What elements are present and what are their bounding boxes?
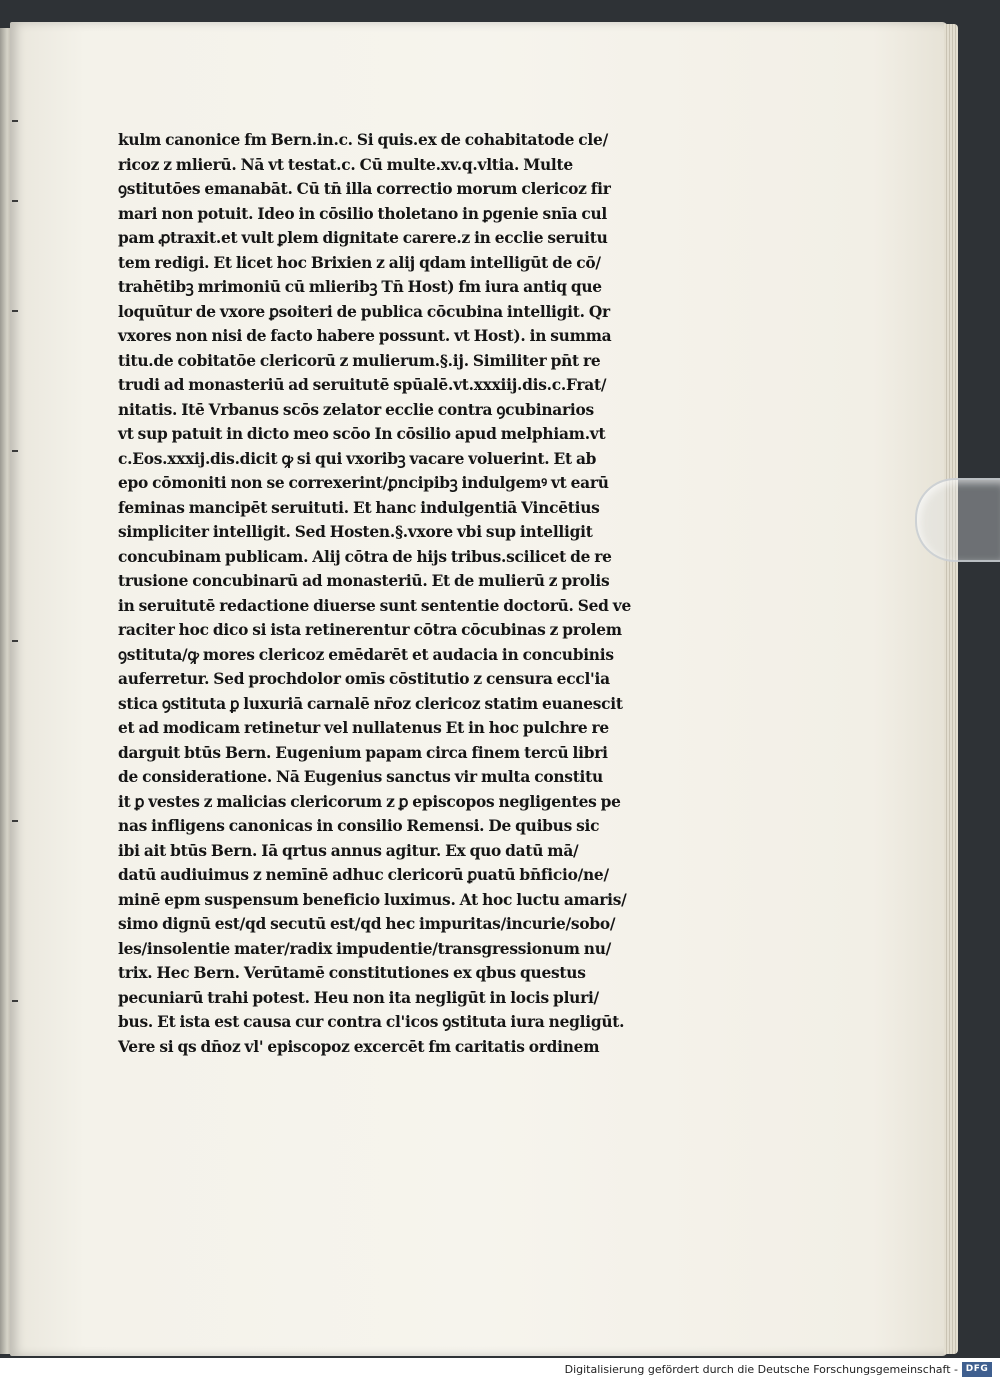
text-line: tem redigi. Et licet hoc Brixien z alij qdam intelligūt de cō/ (118, 253, 601, 272)
text-line: simo dignū est/qd secutū est/qd hec impuritas/incurie/sobo/ (118, 915, 616, 933)
text-line: darguit btūs Bern. Eugenium papam circa finem tercū libri (118, 743, 608, 762)
text-line: pam ꝓtraxit.et vult ꝑlem dignitate carere.z in ecclie seruitu (118, 229, 608, 247)
footer-bar (0, 1358, 1000, 1383)
text-line: minē epm suspensum beneficio luximus. At hoc luctu amaris/ (118, 890, 627, 909)
text-line: et ad modicam retinetur vel nullatenus Et in hoc pulchre re (118, 719, 609, 737)
text-line: stica ꝯstituta ꝑ luxuriā carnalē nr̄oz clericoz statim euanescit (118, 694, 623, 713)
binding-thread-marks (12, 120, 18, 1120)
text-line: trusione concubinarū ad monasteriū. Et de mulierū z prolis (118, 572, 610, 590)
text-line: in seruitutē redactione diuerse sunt sententie doctorū. Sed ve (118, 596, 632, 615)
text-line: pecuniarū trahi potest. Heu non ita negligūt in locis pluri/ (118, 988, 599, 1007)
text-line: epo cōmoniti non se correxerint/ꝑncipibꝫ indulgemꝰ vt earū (118, 474, 609, 492)
dfg-logo: DFG (962, 1362, 992, 1377)
page-clip (915, 478, 1000, 562)
text-line: ibi ait btūs Bern. Iā qrtus annus agitur. Ex quo datū mā/ (118, 841, 579, 860)
text-line: vt sup patuit in dicto meo scōo In cōsilio apud melphiam.vt (118, 425, 606, 443)
text-line: datū audiuimus z nemīnē adhuc clericorū ꝑuatū bn̄ficio/ne/ (118, 866, 609, 884)
text-line: de consideratione. Nā Eugenius sanctus vir multa constitu (118, 768, 603, 786)
text-line: raciter hoc dico si ista retinerentur cōtra cōcubinas z prolem (118, 621, 622, 639)
text-line: auferretur. Sed prochdolor omīs cōstitutio z censura eccl'ia (118, 670, 610, 688)
text-line: simpliciter intelligit. Sed Hosten.§.vxore vbi sup intelligit (118, 523, 593, 541)
text-block (118, 128, 768, 1059)
text-line: vxores non nisi de facto habere possunt. vt Host). in summa (118, 327, 612, 345)
text-line: ꝯstitutōes emanabāt. Cū tn̄ illa correctio morum clericoz fir (118, 180, 611, 198)
text-line: mari non potuit. Ideo in cōsilio tholetano in ꝑgenie snīa cul (118, 204, 607, 223)
text-line: it ꝑ vestes z malicias clericorum z ꝑ episcopos negligentes pe (118, 792, 621, 811)
text-line: nitatis. Itē Vrbanus scōs zelator ecclie contra ꝯcubinarios (118, 400, 594, 419)
text-line: c.Eos.xxxij.dis.dicit ꝙ si qui vxoribꝫ vacare voluerint. Et ab (118, 449, 597, 468)
text-line: feminas mancipēt seruituti. Et hanc indulgentiā Vincētius (118, 498, 600, 517)
text-line: Vere si qs dn̄oz vl' episcopoz excercēt fm caritatis ordinem (118, 1037, 600, 1056)
text-line: ꝯstituta/ꝙ mores clericoz emēdarēt et audacia in concubinis (118, 645, 614, 664)
text-line: loquūtur de vxore ꝑsoiteri de publica cōcubina intelligit. Qr (118, 302, 610, 321)
page-edge-stack (944, 24, 958, 1354)
text-line: trix. Hec Bern. Verūtamē constitutiones ex qbus questus (118, 964, 586, 982)
text-line: trahētibꝫ mrimoniū cū mlieribꝫ Tn̄ Host) fm iura antiq que (118, 278, 602, 296)
text-line: nas infligens canonicas in consilio Remensi. De quibus sic (118, 817, 600, 835)
text-line: kulm canonice fm Bern.in.c. Si quis.ex de cohabitatode cle/ (118, 131, 608, 149)
text-line: ricoz z mlierū. Nā vt testat.c. Cū multe.xv.q.vltia. Multe (118, 155, 573, 174)
text-line: concubinam publicam. Alij cōtra de hijs tribus.scilicet de re (118, 547, 612, 566)
text-line: les/insolentie mater/radix impudentie/transgressionum nu/ (118, 939, 612, 958)
footer-credit: Digitalisierung gefördert durch die Deutsche Forschungsgemeinschaft - (564, 1363, 958, 1376)
text-line: titu.de cobitatōe clericorū z mulierum.§.ij. Similiter pn̄t re (118, 351, 601, 370)
text-line: bus. Et ista est causa cur contra cl'icos ꝯstituta iura negligūt. (118, 1013, 625, 1031)
text-line: trudi ad monasteriū ad seruitutē spūalē.vt.xxxiij.dis.c.Frat/ (118, 376, 607, 394)
